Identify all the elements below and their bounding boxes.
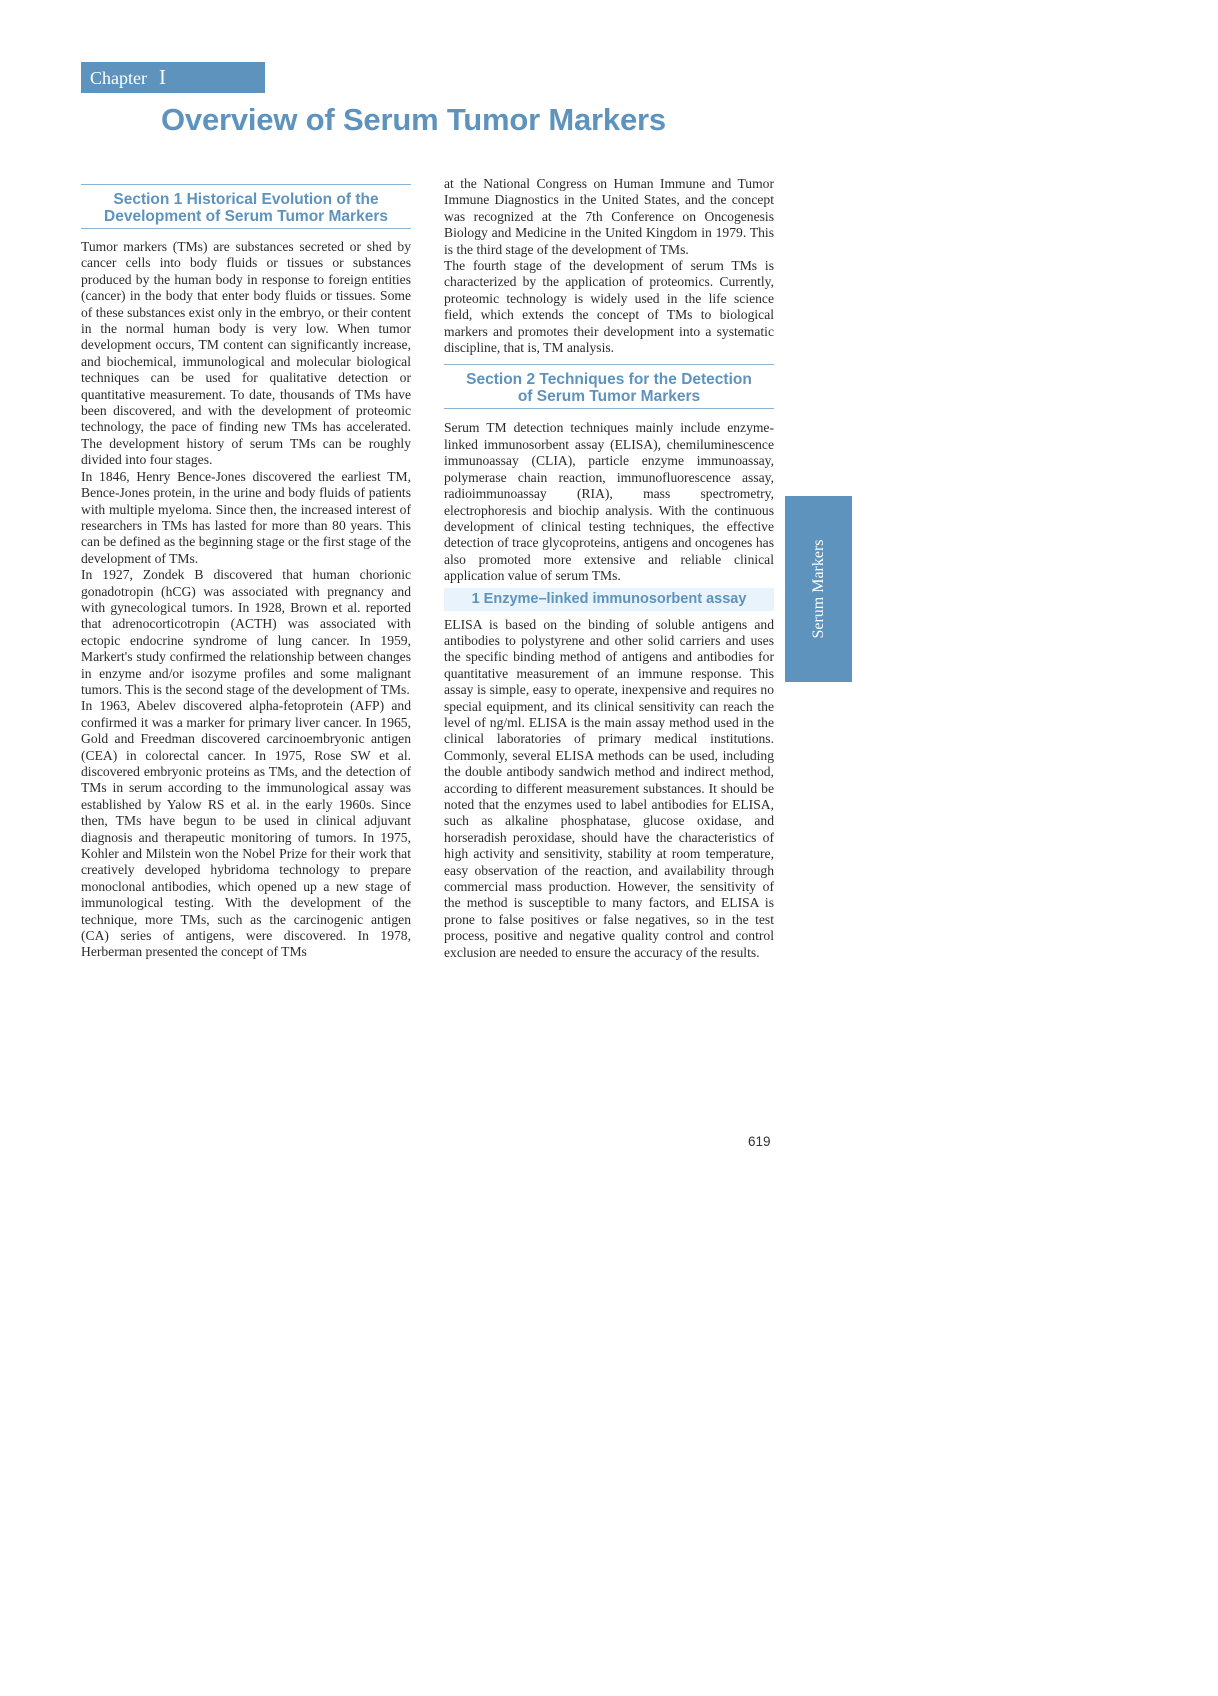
section-1-heading bbox=[81, 184, 411, 229]
section-2-heading-line-2: of Serum Tumor Markers bbox=[517, 388, 701, 406]
techniques-paragraph: Serum TM detection techniques mainly include enzyme-linked immunosorbent assay (ELISA), chemiluminescence immunoassay (CLIA), particle enzyme immunoassay, polymerase chain reaction, immunofluorescence assay, radioimmunoassay (RIA), mass spectrometry, electrophoresis and biochip analysis. With the continuous development of clinical testing techniques, the effective detection of trace glycoproteins, antigens and oncogenes has also promoted more extensive and reliable clinical application value of serum TMs. bbox=[444, 420, 774, 584]
side-tab-label: Serum Markers bbox=[809, 539, 827, 639]
section-1-heading-line-2: Development of Serum Tumor Markers bbox=[104, 208, 388, 225]
elisa-paragraph: ELISA is based on the binding of soluble antigens and antibodies to polystyrene and other solid carriers and uses the specific binding method of antigens and antibodies for quantitative measurement of an immune response. This assay is simple, easy to operate, inexpensive and requires no special equipment, and its clinical sensitivity can reach the level of ng/ml. ELISA is the main assay method used in the clinical laboratories of primary medical institutions. Commonly, several ELISA methods can be used, including the double antibody sandwich method and indirect method, according to different measurement substances. It should be noted that the enzymes used to label antibodies for ELISA, such as alkaline phosphatase, glucose oxidase, and horseradish peroxidase, should have the characteristics of high activity and sensitivity, stability at room temperature, easy observation of the reaction, and availability through commercial mass production. However, the sensitivity of the method is susceptible to many factors, and ELISA is prone to false positives or false negatives, so in the test process, positive and negative quality control and control exclusion are needed to ensure the accuracy of the results. bbox=[444, 616, 774, 960]
fourth-stage-paragraph: The fourth stage of the development of serum TMs is characterized by the application of proteomics. Currently, proteomic technology is widely used in the life science field, which extends the concept of TMs to biological markers and promotes their development into a systematic discipline, that is, TM analysis. bbox=[444, 258, 774, 356]
elisa-subheading: 1 Enzyme–linked immunosorbent assay bbox=[444, 588, 774, 611]
continuation-paragraph: at the National Congress on Human Immune and Tumor Immune Diagnostics in the United States, and the concept was recognized at the 7th Conference on Oncogenesis Biology and Medicine in the United Kingdom in 1979. This is the third stage of the development of TMs. bbox=[444, 176, 774, 257]
section-1-heading-line-1: Section 1 Historical Evolution of the bbox=[113, 191, 379, 208]
left-column bbox=[81, 176, 411, 961]
right-column bbox=[444, 176, 774, 961]
side-tab bbox=[785, 496, 852, 682]
third-stage-paragraph: In 1963, Abelev discovered alpha-fetoprotein (AFP) and confirmed it was a marker for primary liver cancer. In 1965, Gold and Freedman discovered carcinoembryonic antigen (CEA) in colorectal cancer. In 1975, Rose SW et al. discovered embryonic proteins as TMs, and the detection of TMs in serum according to the immunological assay was established by Yalow RS et al. in the early 1960s. Since then, TMs have begun to be used in clinical adjuvant diagnosis and therapeutic monitoring of tumors. In 1975, Kohler and Milstein won the Nobel Prize for their work that creatively developed hybridoma technology to prepare monoclonal antibodies, which opened up a new stage of immunological testing. With the development of the technique, more TMs, such as the carcinogenic antigen (CA) series of antigens, were discovered. In 1978, Herberman presented the concept of TMs bbox=[81, 698, 411, 960]
page-title: Overview of Serum Tumor Markers bbox=[161, 102, 666, 137]
chapter-word: Chapter bbox=[90, 68, 147, 88]
section-2-heading-line-1: Section 2 Techniques for the Detection bbox=[466, 371, 752, 389]
chapter-label bbox=[81, 62, 265, 93]
section-2-heading bbox=[444, 364, 774, 409]
second-stage-paragraph: In 1927, Zondek B discovered that human chorionic gonadotropin (hCG) was associated with pregnancy and with gynecological tumors. In 1928, Brown et al. reported that adrenocorticotropin (ACTH) was associated with ectopic endocrine syndrome of lung cancer. In 1959, Markert's study confirmed the relationship between changes in enzyme and/or isozyme profiles and some malignant tumors. This is the second stage of the development of TMs. bbox=[81, 567, 411, 697]
chapter-number: I bbox=[158, 65, 166, 89]
first-stage-paragraph: In 1846, Henry Bence-Jones discovered the earliest TM, Bence-Jones protein, in the urine and body fluids of patients with multiple myeloma. Since then, the increased interest of researchers in TMs has lasted for more than 80 years. This can be defined as the beginning stage or the first stage of the development of TMs. bbox=[81, 468, 411, 566]
page-number: 619 bbox=[748, 1134, 771, 1149]
intro-paragraph: Tumor markers (TMs) are substances secreted or shed by cancer cells into body fluids or tissues or substances produced by the human body in response to foreign entities (cancer) in the body that enter body fluids or tissues. Some of these substances exist only in the embryo, or their content in the normal human body is very low. When tumor development occurs, TM content can significantly increase, and biochemical, immunological and molecular biological techniques can be used for qualitative detection or quantitative measurement. To date, thousands of TMs have been discovered, and with the development of proteomic technology, the pace of finding new TMs has accelerated. The development history of serum TMs can be roughly divided into four stages. bbox=[81, 239, 411, 468]
